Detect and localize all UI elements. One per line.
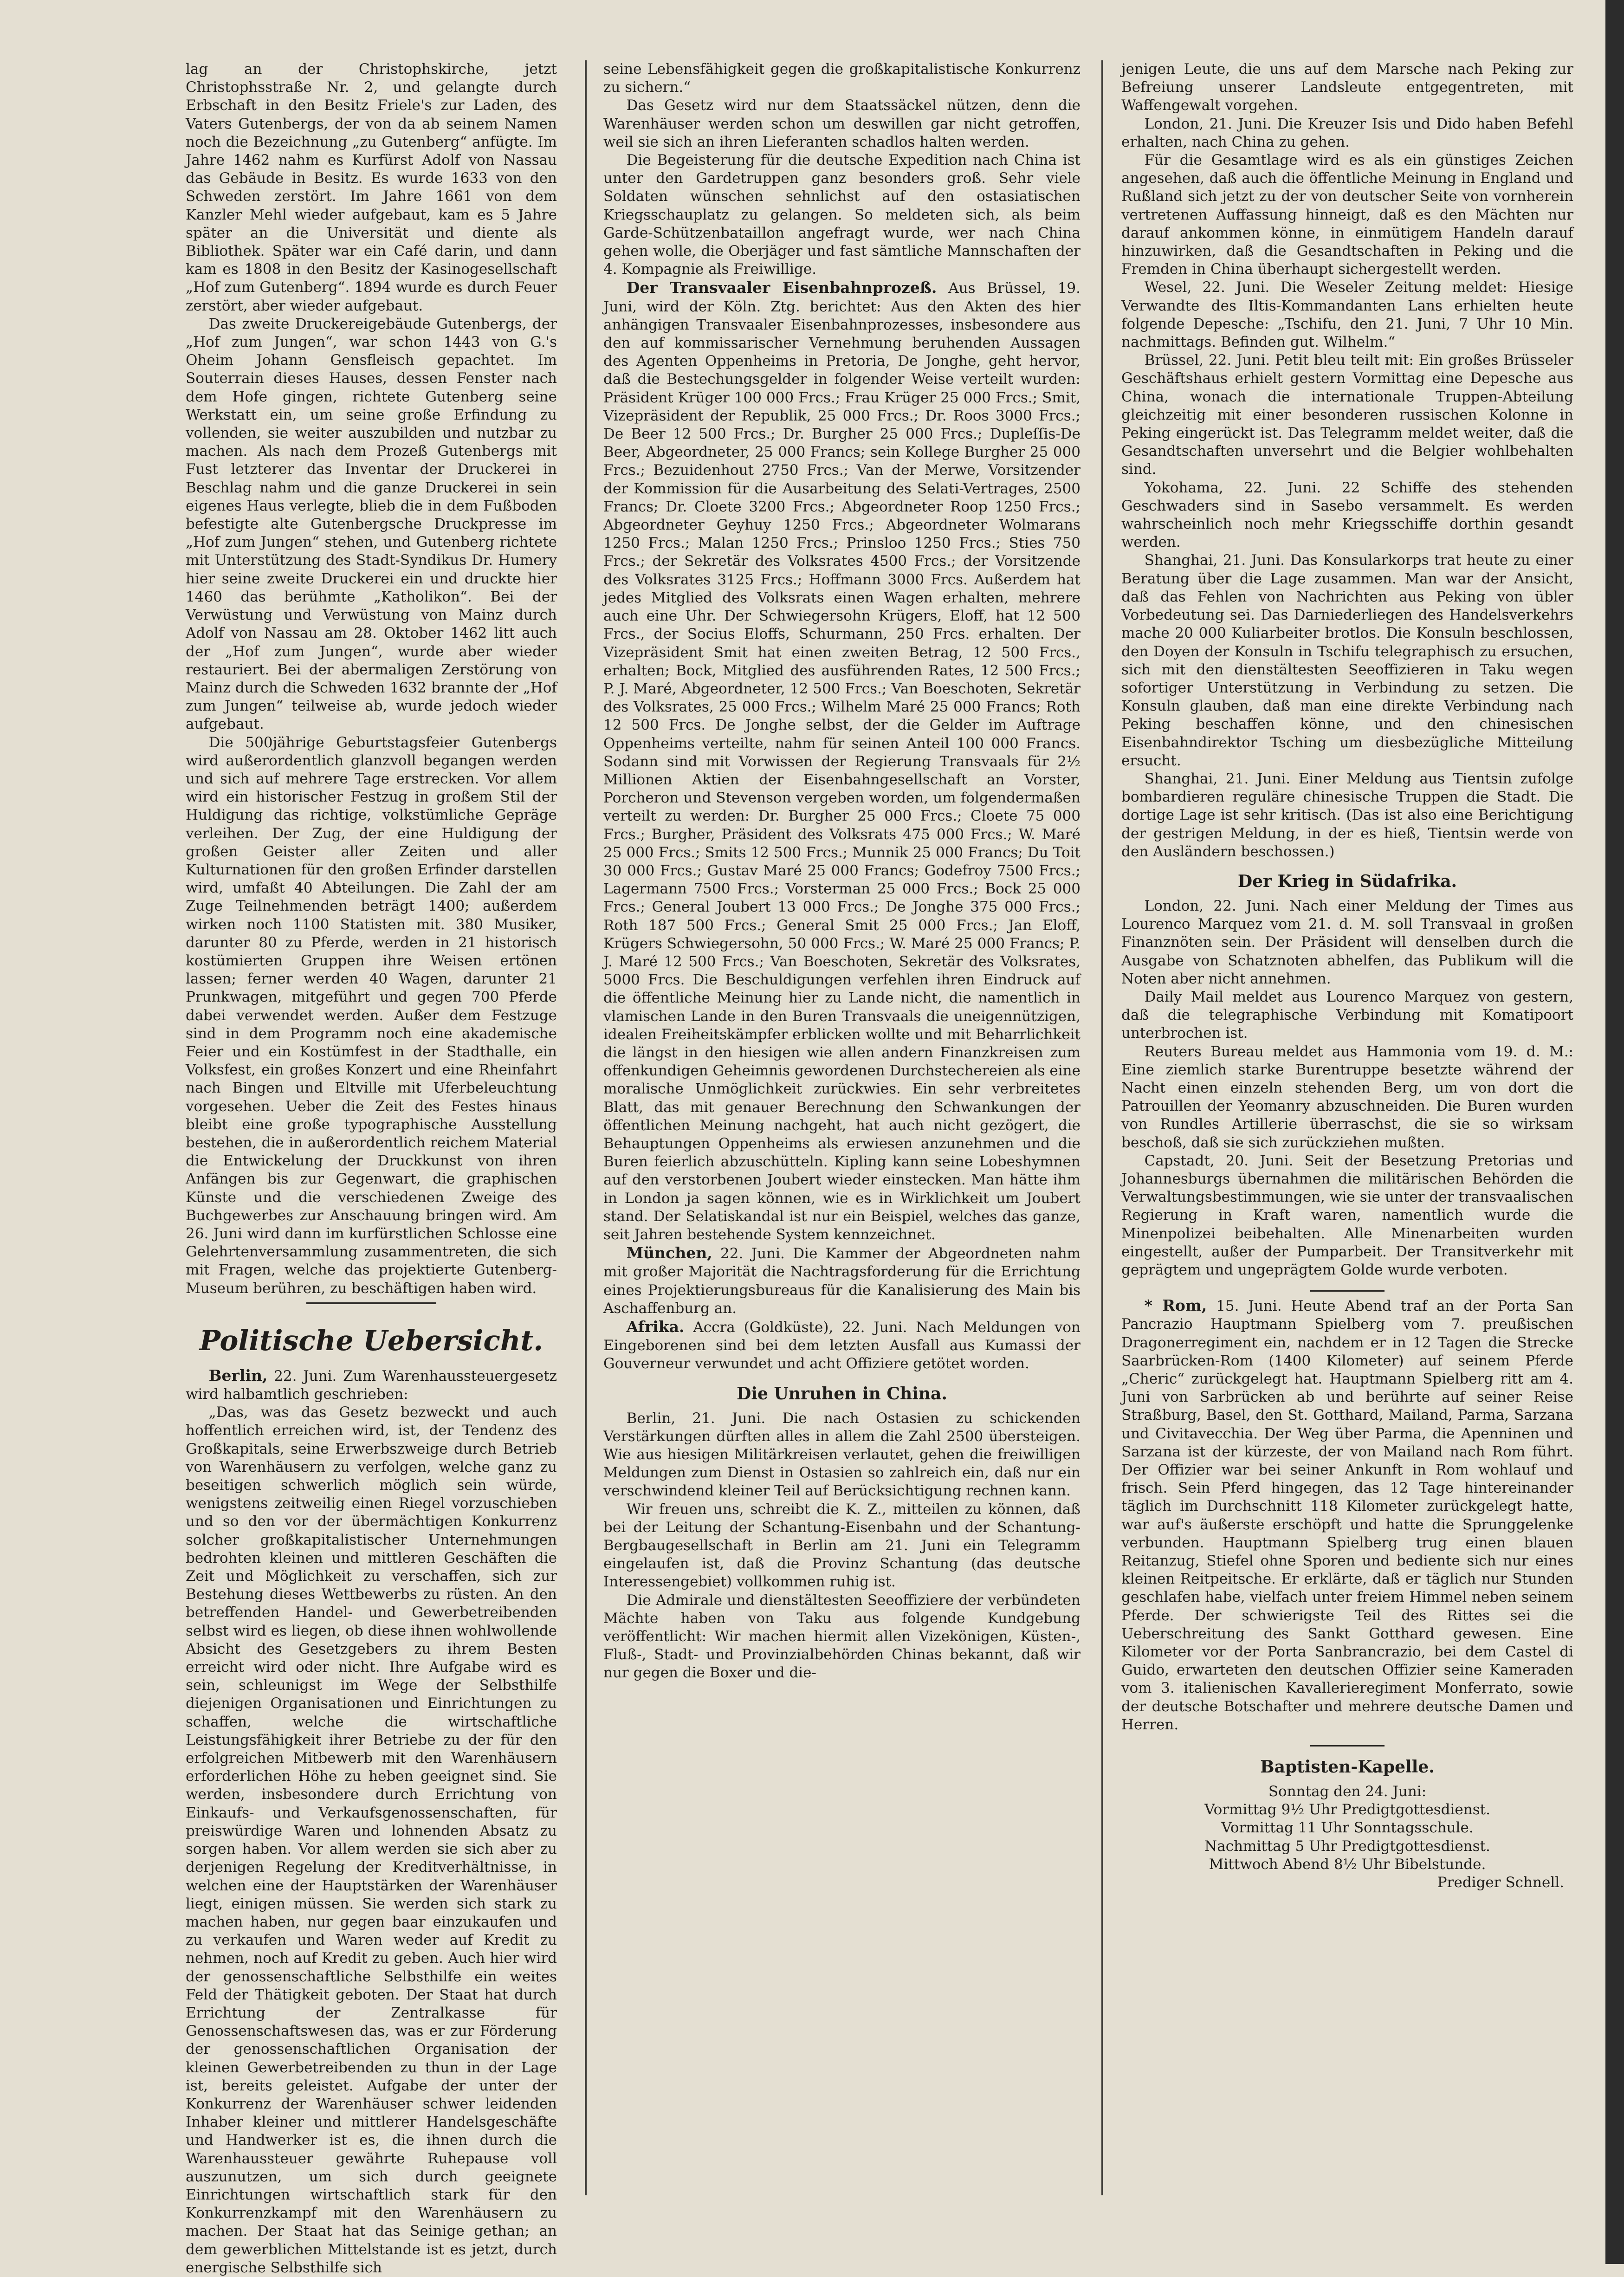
shanghai-paragraph-1: Shanghai, 21. Juni. Das Konsularkorps trat heute zu einer Beratung über die Lage zusammen. Man war der Ansicht, daß das Fehlen von Nachrichten aus Peking von übler Vorbedeutung sei. Das Darniederliegen des Handelsverkehrs mache 20 000 Kuliarbeiter brotlos. Die Konsuln beschlossen, den Doyen der Konsuln in Tschifu telegraphisch zu ersuchen, sich mit den dienstältesten Seeoffizieren in Taku wegen sofortiger Unterstützung in Verbindung zu setzen. Die Konsuln glauben, daß man eine direkte Verbindung nach Peking beschaffen könne, und den chinesischen Eisenbahndirektor Tsching um diesbezügliche Mitteilung ersucht. xyxy=(1121,552,1573,769)
china-expedition-paragraph: Die Begeisterung für die deutsche Expedition nach China ist unter den Gardetruppen ganz besonders groß. Sehr viele Soldaten wünschen sehnlichst auf den ostasiatischen Kriegsschauplatz zu gelangen. So meldeten sich, als beim Garde-Schützenbataillon angefragt wurde, wer nach China gehen wolle, die Oberjäger und fast sämtliche Mannschaften der 4. Kompagnie als Freiwillige. xyxy=(603,152,1081,278)
rom-dateline: * Rom, xyxy=(1144,1296,1207,1315)
berlin-lead-paragraph xyxy=(186,1366,557,1404)
gutenberg-paragraph-2: Das zweite Druckereigebäude Gutenbergs, der „Hof zum Jungen“, war schon 1443 von G.'s Oheim Johann Gensfleisch gepachtet. Im Souterrain dieses Hauses, dessen Fenster nach dem Hofe gingen, richtete Gutenberg seine Werkstatt ein, um seine große Erfindung zu vollenden, sie weiter auszubilden und nutzbar zu machen. Als nach dem Prozeß Gutenbergs mit Fust letzterer das Inventar der Druckerei in Beschlag nahm und die ganze Druckerei in sein eigenes Haus verlegte, blieb die in dem Fußboden befestigte alte Gutenbergsche Druckpresse im „Hof zum Jungen“ stehen, und Gutenberg richtete mit Unterstützung des Stadt-Syndikus Dr. Humery hier seine zweite Druckerei ein und druckte hier 1460 das berühmte „Katholikon“. Bei der Verwüstung und Verwüstung von Mainz durch Adolf von Nassau am 28. Oktober 1462 litt auch der „Hof zum Jungen“, wurde aber wieder restauriert. Bei der abermaligen Zerstörung von Mainz durch die Schweden 1632 brannte der „Hof zum Jungen“ teilweise ab, wurde jedoch wieder aufgebaut. xyxy=(186,315,557,733)
baptisten-line-2: Vormittag 9½ Uhr Predigtgottesdienst. xyxy=(1204,1801,1490,1818)
wesel-paragraph: Wesel, 22. Juni. Die Weseler Zeitung meldet: Hiesige Verwandte des Iltis-Kommandanten Lans erhielten heute folgende Depesche: „Tschifu, den 21. Juni, 7 Uhr 10 Min. nachmittags. Befinden gut. Wilhelm.“ xyxy=(1121,279,1573,351)
transvaal-text: Aus Brüssel, 19. Juni, wird der Köln. Ztg. berichtet: Aus den Akten des hier anhängigen Transvaaler Eisenbahnprozesses, insbesondere aus den auf kommissarischer Vernehmung beruhenden Aussagen des Agenten Oppenheims in Pretoria, De Jonghe, geht hervor, daß die Bestechungsgelder in folgender Weise verteilt wurden: Präsident Krüger 100 000 Frcs.; Frau Krüger 25 000 Frcs.; Smit, Vizepräsident der Republik, 25 000 Frcs.; Dr. Roos 3000 Frcs.; De Beer 12 500 Frcs.; Dr. Burgher 25 000 Frcs.; Dupleſſis-De Beer, Abgeordneter, 25 000 Francs; sein Kollege Burgher 25 000 Frcs.; Bezuidenhout 2750 Frcs.; Van der Merwe, Vorsitzender der Kommission für die Ausarbeitung des Selati-Vertrages, 2500 Francs; Dr. Cloete 3200 Frcs.; Abgeordneter Roop 1250 Frcs.; Abgeordneter Geyhuy 1250 Frcs.; Abgeordneter Wolmarans 1250 Frcs.; Malan 1250 Frcs.; Prinsloo 1250 Frcs.; Sties 750 Frcs.; der Sekretär des Volksrates 4500 Frcs.; der Vorsitzende des Volksrates 3125 Frcs.; Hoffmann 3000 Frcs. Außerdem hat jedes Mitglied des Volksrats einen Wagen erhalten, mehrere auch eine Uhr. Der Schwiegersohn Krügers, Eloff, hat 12 500 Frcs., der Socius Eloffs, Schurmann, 250 Frcs. erhalten. Der Vizepräsident Smit hat einen zweiten Betrag, 12 500 Frcs., erhalten; Bock, Mitglied des ausführenden Rates, 12 500 Frcs.; P. J. Maré, Abgeordneter, 12 500 Frcs.; Van Boeschoten, Sekretär des Volksrates, 25 000 Frcs.; Wilhelm Maré 25 000 Francs; Roth 12 500 Frcs. De Jonghe selbst, der die Gelder im Auftrage Oppenheims verteilte, nahm für seinen Anteil 100 000 Francs. Sodann sind mit Vorwissen der Regierung Transvaals für 2½ Millionen Aktien der Eisenbahngesellschaft an Vorster, Porcheron und Stevenson vergeben worden, um folgendermaßen verteilt zu werden: Dr. Burgher 25 000 Frcs.; Cloete 75 000 Frcs.; Burgher, Präsident des Volksrats 475 000 Frcs.; W. Maré 25 000 Frcs.; Smits 12 500 Frcs.; Munnik 25 000 Francs; Du Toit 30 000 Frcs.; Gustav Maré 25 000 Francs; Godefroy 7500 Frcs.; Lagermann 7500 Frcs.; Vorsterman 25 000 Frcs.; Bock 25 000 Frcs.; General Joubert 13 000 Frcs.; De Jonghe 375 000 Frcs.; Roth 187 500 Frcs.; General Smit 25 000 Frcs.; Jan Eloff, Krügers Schwiegersohn, 50 000 Frcs.; W. Maré 25 000 Francs; P. J. Maré 12 500 Frcs.; Van Boeschoten, Sekretär des Volksrates, 5000 Frcs. Die Beschuldigungen verfehlen ihren Eindruck auf die öffentliche Meinung hier zu Lande nicht, die namentlich in vlamischen Lande in den Buren Transvaals die uneigennützigen, idealen Freiheitskämpfer erblicken wollte und mit Beharrlichkeit die längst in den hiesigen wie allen andern Finanzkreisen zum offenkundigen Geheimnis gewordenen Durchstechereien als eine moralische Unmöglichkeit zurückwies. Ein sehr verbreitetes Blatt, das mit genauer Berechnung den Schwankungen der öffentlichen Meinung nachgeht, hat auch nicht gezögert, die Behauptungen Oppenheims als erwiesen anzunehmen und die Buren feierlich abzuschütteln. Kipling kann seine Lobeshymnen auf den verstorbenen Joubert wieder einstecken. Man hätte ihm in London ja sagen können, wie es in Wirklichkeit um Joubert stand. Der Selatiskandal ist nur ein Beispiel, welches das ganze, seit Jahren bestehende System kennzeichnet. xyxy=(603,280,1081,1243)
warenhaus-paragraph: „Das, was das Gesetz bezweckt und auch hoffentlich erreichen wird, ist, der Tendenz des Großkapitals, seine Erwerbszweige durch Betrieb von Warenhäusern zu verfolgen, welche ganz zu beseitigen schwerlich möglich sein würde, wenigstens zeitweilig einen Riegel vorzuschieben und so den vor der übermächtigen Konkurrenz solcher großkapitalistischer Unternehmungen bedrohten kleinen und mittleren Geschäften die Zeit und Möglichkeit zu verschaffen, sich zur Bestehung dieses Wettbewerbs zu rüsten. An den betreffenden Handel- und Gewerbetreibenden selbst wird es liegen, ob diese ihnen wohlwollende Absicht des Gesetzgebers zu ihrem Besten erreicht wird oder nicht. Ihre Aufgabe wird es sein, schleunigst im Wege der Selbsthilfe diejenigen Organisationen und Einrichtungen zu schaffen, welche die wirtschaftliche Leistungsfähigkeit ihrer Betriebe zu der für den erfolgreichen Mitbewerb mit den Warenhäusern erforderlichen Höhe zu heben geeignet sind. Sie werden, insbesondere durch Errichtung von Einkaufs- und Verkaufsgenossenschaften, für preiswürdige Waren und lohnenden Absatz zu sorgen haben. Vor allem werden sie sich aber zu derjenigen Regelung der Kreditverhältnisse, in welchen eine der Hauptstärken der Warenhäuser liegt, einigen müssen. Sie werden sich stark zu machen haben, nur gegen baar einzukaufen und zu verkaufen und Waren weder auf Kredit zu nehmen, noch auf Kredit zu geben. Auch hier wird der genossenschaftliche Selbsthilfe ein weites Feld der Thätigkeit geboten. Der Staat hat durch Errichtung der Zentralkasse für Genossenschaftswesen das, was er zur Förderung der genossenschaftlichen Organisation der kleinen Gewerbetreibenden zu thun in der Lage ist, bereits geleistet. Aufgabe der unter der Konkurrenz der Warenhäuser schwer leidenden Inhaber kleiner und mittlerer Handelsgeschäfte und Handwerker ist es, die ihnen durch die Warenhaussteuer gewährte Ruhepause voll auszunutzen, um sich durch geeignete Einrichtungen wirtschaftlich stark für den Konkurrenzkampf mit den Warenhäusern zu machen. Der Staat hat das Seinige gethan; an dem gewerblichen Mittelstande ist es jetzt, durch energische Selbsthilfe sich xyxy=(186,1404,557,2276)
baptisten-notice xyxy=(1121,1754,1573,1892)
admirale-continuation: jenigen Leute, die uns auf dem Marsche nach Peking zur Befreiung unserer Landsleute entgegentreten, mit Waffengewalt vorgehen. xyxy=(1121,61,1573,114)
staatssaeckel-paragraph: Das Gesetz wird nur dem Staatssäckel nützen, denn die Warenhäuser werden schon um deswillen gar nicht getroffen, weil sie sich an ihren Lieferanten schadlos halten werden. xyxy=(603,97,1081,150)
gutenberg-paragraph-3: Die 500jährige Geburtstagsfeier Gutenbergs wird außerordentlich glanzvoll begangen werden und sich auf mehrere Tage erstrecken. Vor allem wird ein historischer Festzug in großem Stil der Huldigung das richtige, volkstümliche Gepräge verleihen. Der Zug, der eine Huldigung der großen Geister aller Zeiten und aller Kulturnationen für den großen Erfinder darstellen wird, umfaßt 40 Abteilungen. Die Zahl der am Zuge Teilnehmenden beträgt 1400; außerdem wirken noch 1100 Statisten mit. 380 Musiker, darunter 80 zu Pferde, werden in 21 historisch kostümierten Gruppen ihre Weisen ertönen lassen; ferner werden 40 Wagen, darunter 21 Prunkwagen, mitgeführt und gegen 700 Pferde dabei verwendet werden. Außer dem Festzuge sind in dem Programm noch eine akademische Feier und ein Kostümfest in der Stadthalle, ein Volksfest, ein großes Konzert und eine Rheinfahrt nach Bingen und Eltville mit Uferbeleuchtung vorgesehen. Ueber die Zeit des Festes hinaus bleibt eine große typographische Ausstellung bestehen, die in außerordentlich reichem Material die Entwickelung der Druckkunst von ihren Anfängen bis zur Gegenwart, die graphischen Künste und die verschiedenen Zweige des Buchgewerbes zur Anschauung bringen wird. Am 26. Juni wird dann im kurfürstlichen Schlosse eine Gelehrtenversammlung zusammentreten, die sich mit Fragen, welche das projektierte Gutenberg-Museum berühren, zu beschäftigen haben wird. xyxy=(186,734,557,1297)
london-paragraph: London, 21. Juni. Die Kreuzer Isis und Dido haben Befehl erhalten, nach China zu gehen. xyxy=(1121,115,1573,150)
berlin-dateline: Berlin, xyxy=(208,1366,268,1384)
transvaal-paragraph xyxy=(603,278,1081,1244)
politische-uebersicht-heading: Politische Uebersicht. xyxy=(199,1324,543,1357)
krieg-suedafrika-heading: Der Krieg in Südafrika. xyxy=(1237,871,1457,891)
gutenberg-paragraph-1: lag an der Christophskirche, jetzt Christophsstraße Nr. 2, und gelangte durch Erbschaft in den Besitz Friele's zur Laden, des Vaters Gutenbergs, der von da ab seinem Namen noch die Bezeichnung „zu Gutenberg“ anfügte. Im Jahre 1462 nahm es Kurfürst Adolf von Nassau das Gebäude in Besitz. Es wurde 1633 von den Schweden zerstört. Im Jahre 1661 von dem Kanzler Mehl wieder aufgebaut, kam es 5 Jahre später an die Universität und diente als Bibliothek. Später war ein Café darin, und dann kam es 1808 in den Besitz der Kasinogesellschaft „Hof zum Gutenberg“. 1894 wurde es durch Feuer zerstört, aber wieder aufgebaut. xyxy=(186,61,557,314)
schantung-paragraph: Wir freuen uns, schreibt die K. Z., mitteilen zu können, daß bei der Leitung der Schantung-Eisenbahn und der Schantung-Bergbaugesellschaft in Berlin am 21. Juni ein Telegramm eingelaufen ist, daß die Provinz Schantung (das deutsche Interessengebiet) vollkommen ruhig ist. xyxy=(603,1501,1081,1591)
berlin-lead-text: 22. Juni. Zum Warenhaussteuergesetz wird halbamtlich geschrieben: xyxy=(186,1367,557,1403)
muenchen-text: 22. Juni. Die Kammer der Abgeordneten nahm mit großer Majorität die Nachtragsforderung für die Errichtung eines Projektierungsbureaus für die Kanalisierung des Main bis Aschaffenburg an. xyxy=(603,1245,1081,1317)
baptisten-heading: Baptisten-Kapelle. xyxy=(1260,1757,1435,1777)
section-divider xyxy=(306,1302,436,1306)
shanghai-paragraph-2: Shanghai, 21. Juni. Einer Meldung aus Tientsin zufolge bombardieren reguläre chinesische Truppen die Stadt. Die dortige Lage ist sehr kritisch. (Das ist also eine Berichtigung der gestrigen Meldung, in der es hieß, Tientsin werde von den Ausländern beschossen.) xyxy=(1121,770,1573,860)
column-rule-1 xyxy=(585,60,587,2195)
afrika-text: Accra (Goldküste), 22. Juni. Nach Meldungen von Eingeborenen sind bei dem letzten Ausfall aus Kumassi der Gouverneur verwundet und acht Offiziere getötet worden. xyxy=(603,1319,1081,1372)
reuters-paragraph: Reuters Bureau meldet aus Hammonia vom 19. d. M.: Eine ziemlich starke Burentruppe besetzte während der Nacht einen einzeln stehenden Berg, um von dort die Patrouillen der Yeomanry abzuschneiden. Die Buren wurden von Rundles Artillerie überraschst, die sie so wirksam beschoß, daß sie sich zurückziehen mußten. xyxy=(1121,1043,1573,1151)
rom-text: 15. Juni. Heute Abend traf an der Porta San Pancrazio Hauptmann Spielberg vom 7. preußischen Dragonerregiment ein, nachdem er in 12 Tagen die Strecke Saarbrücken-Rom (1400 Kilometer) auf seinem Pferde „Cheric“ zurückgelegt hat. Hauptmann Spielberg ritt am 4. Juni von Sarbrücken ab und berührte auf seiner Reise Straßburg, Basel, den St. Gotthard, Mailand, Parma, Sarzana und Civitavecchia. Der Weg über Parma, die Apenninen und Sarzana ist der kürzeste, der von Mailand nach Rom führt. Der Offizier war bei seiner Ankunft in Rom wohlauf und frisch. Sein Pferd hingegen, das 12 Tage hintereinander täglich im Durchschnitt 118 Kilometer zurückgelegt hatte, war auf's äußerste erschöpft und hatte die Sprunggelenke verbunden. Hauptmann Spielberg trug einen blauen Reitanzug, Stiefel ohne Sporen und bediente sich nur eines kleinen Reitpeitsche. Er erklärte, daß er täglich nur Stunden geschlafen habe, vielfach unter freiem Himmel neben seinem Pferde. Der schwierigste Teil des Rittes sei die Ueberschreitung des Sankt Gotthard gewesen. Eine Kilometer vor der Porta Sanbrancrazio, bei dem Castel di Guido, erwarteten den deutschen Offizier seine Kameraden vom 3. italienischen Kavallerieregiment Monferrato, sowie der deutsche Botschafter und mehrere deutsche Damen und Herren. xyxy=(1121,1298,1573,1733)
warenhaus-continuation: seine Lebensfähigkeit gegen die großkapitalistische Konkurrenz zu sichern.“ xyxy=(603,61,1081,96)
scan-dark-edge xyxy=(1605,0,1624,2264)
capstadt-paragraph: Capstadt, 20. Juni. Seit der Besetzung Pretorias und Johannesburgs übernahmen die militärischen Behörden die Verwaltungsbestimmungen, wie sie unter der transvaalischen Regierung in Kraft waren, namentlich wurde die Minenpolizei beibehalten. Alle Minenarbeiten wurden eingestellt, außer der Pumparbeit. Der Transitverkehr mit geprägtem und ungeprägtem Golde wurde verboten. xyxy=(1121,1152,1573,1278)
unruhen-china-heading: Die Unruhen in China. xyxy=(737,1384,947,1404)
yokohama-paragraph: Yokohama, 22. Juni. 22 Schiffe des stehenden Geschwaders sind in Sasebo versammelt. Es werden wahrscheinlich noch mehr Kriegsschiffe dorthin gesandt werden. xyxy=(1121,479,1573,551)
afrika-paragraph xyxy=(603,1318,1081,1373)
baptisten-line-4: Nachmittag 5 Uhr Predigtgottesdienst. xyxy=(1204,1837,1490,1855)
bruessel-paragraph: Brüssel, 22. Juni. Petit bleu teilt mit: Ein großes Brüsseler Geschäftshaus erhielt gestern Vormittag eine Depesche aus China, wonach die internationale Truppen-Abteilung gleichzeitig mit einer besonderen russischen Kolonne in Peking eingerückt ist. Das Telegramm meldet weiter, daß die Gesandtschaften unversehrt und die Belgier wohlbehalten sind. xyxy=(1121,352,1573,478)
admirale-paragraph: Die Admirale und dienstältesten Seeoffiziere der verbündeten Mächte haben von Taku aus folgende Kundgebung veröffentlicht: Wir machen hiermit allen Vizekönigen, Küsten-, Fluß-, Stadt- und Provinzialbehörden Chinas bekannt, daß wir nur gegen die Boxer und die- xyxy=(603,1591,1081,1682)
column-rule-2 xyxy=(1101,60,1103,2195)
china-berlin-paragraph: Berlin, 21. Juni. Die nach Ostasien zu schickenden Verstärkungen dürften alles in allem die Zahl 2500 übersteigen. Wie aus hiesigen Militärkreisen verlautet, gehen die freiwilligen Meldungen zum Dienst in Ostasien so zahlreich ein, daß nur ein verschwindend kleiner Teil auf Berücksichtigung rechnen kann. xyxy=(603,1410,1081,1500)
london-times-paragraph: London, 22. Juni. Nach einer Meldung der Times aus Lourenco Marquez vom 21. d. M. soll Transvaal in großen Finanznöten sein. Der Präsident will denselben durch die Ausgabe von Schatznoten abhelfen, das Publikum will die Noten aber nicht annehmen. xyxy=(1121,897,1573,987)
section-divider-baptist xyxy=(1310,1745,1385,1747)
daily-mail-paragraph: Daily Mail meldet aus Lourenco Marquez von gestern, daß die telegraphische Verbindung mit Komatipoort unterbrochen ist. xyxy=(1121,988,1573,1042)
afrika-dateline: Afrika. xyxy=(626,1318,685,1336)
muenchen-paragraph xyxy=(603,1244,1081,1318)
baptisten-line-5: Mittwoch Abend 8½ Uhr Bibelstunde. xyxy=(1209,1856,1486,1873)
baptisten-line-1: Sonntag den 24. Juni: xyxy=(1268,1783,1427,1800)
gesamtlage-paragraph: Für die Gesamtlage wird es als ein günstiges Zeichen angesehen, daß auch die öffentliche Meinung in England und Rußland sich jetzt zu der von deutscher Seite von vornherein vertretenen Auffassung hinneigt, daß es den Mächten nur darauf ankommen könne, in einmütigem Handeln darauf hinzuwirken, daß die Gesandtschaften in Peking und die Fremden in China überhaupt sichergestellt werden. xyxy=(1121,152,1573,278)
rom-paragraph xyxy=(1121,1296,1573,1734)
section-divider-rom xyxy=(1310,1290,1385,1292)
transvaal-heading: Der Transvaaler Eisenbahnprozeß. xyxy=(626,278,937,297)
column-2 xyxy=(603,60,1081,2195)
newspaper-page xyxy=(186,60,1573,2276)
baptisten-signature: Prediger Schnell. xyxy=(1437,1874,1564,1891)
column-1 xyxy=(186,60,557,2276)
baptisten-line-3: Vormittag 11 Uhr Sonntagsschule. xyxy=(1221,1819,1474,1837)
muenchen-dateline: München, xyxy=(626,1244,712,1262)
column-3 xyxy=(1121,60,1573,2195)
